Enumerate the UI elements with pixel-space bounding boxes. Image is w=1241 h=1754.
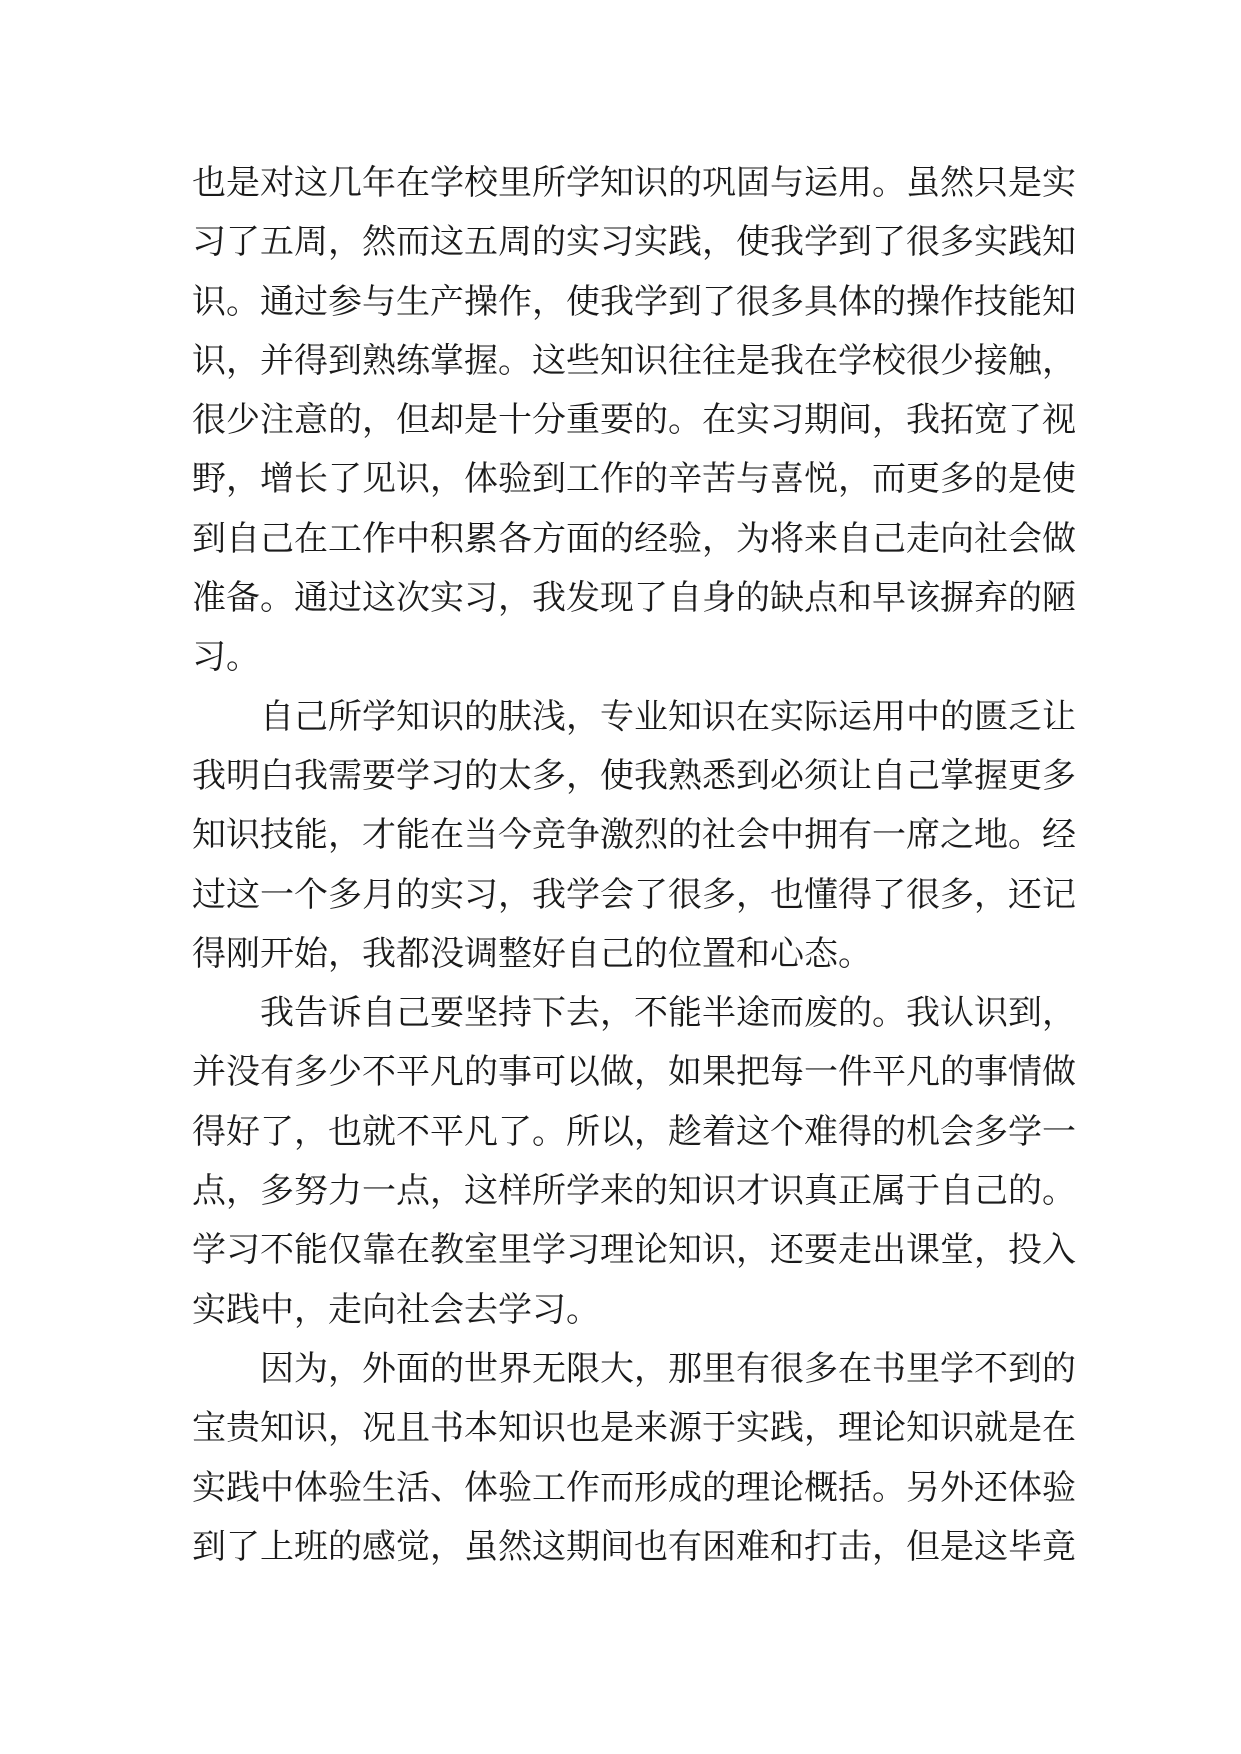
text-line: 学习不能仅靠在教室里学习理论知识，还要走出课堂，投入 [192,1230,1076,1271]
text-line: 知识技能，才能在当今竞争激烈的社会中拥有一席之地。经 [192,815,1076,856]
text-line: 并没有多少不平凡的事可以做，如果把每一件平凡的事情做 [192,1052,1076,1093]
text-line: 识，并得到熟练掌握。这些知识往往是我在学校很少接触， [192,340,1076,381]
text-line: 识。通过参与生产操作，使我学到了很多具体的操作技能知 [192,281,1076,322]
text-line: 野，增长了见识，体验到工作的辛苦与喜悦，而更多的是使 [192,459,1076,500]
text-line: 宝贵知识，况且书本知识也是来源于实践，理论知识就是在 [192,1408,1076,1449]
text-line: 自己所学知识的肤浅，专业知识在实际运用中的匮乏让 [260,696,1076,737]
text-line: 实践中体验生活、体验工作而形成的理论概括。另外还体验 [192,1467,1076,1508]
text-line: 我明白我需要学习的太多，使我熟悉到必须让自己掌握更多 [192,755,1076,796]
text-line: 习。 [192,637,260,678]
text-line: 得好了，也就不平凡了。所以，趁着这个难得的机会多学一 [192,1111,1076,1152]
text-line: 因为，外面的世界无限大，那里有很多在书里学不到的 [260,1348,1076,1389]
text-line: 很少注意的，但却是十分重要的。在实习期间，我拓宽了视 [192,400,1076,441]
text-line: 我告诉自己要坚持下去，不能半途而废的。我认识到， [260,993,1076,1034]
text-line: 过这一个多月的实习，我学会了很多，也懂得了很多，还记 [192,874,1076,915]
text-line: 到了上班的感觉，虽然这期间也有困难和打击，但是这毕竟 [192,1526,1076,1567]
text-line: 也是对这几年在学校里所学知识的巩固与运用。虽然只是实 [192,163,1076,203]
text-line: 得刚开始，我都没调整好自己的位置和心态。 [192,933,872,974]
body-text [192,163,1076,1587]
text-line: 到自己在工作中积累各方面的经验，为将来自己走向社会做 [192,518,1076,559]
text-line: 点，多努力一点，这样所学来的知识才识真正属于自己的。 [192,1171,1076,1212]
text-line: 习了五周，然而这五周的实习实践，使我学到了很多实践知 [192,222,1076,263]
text-line: 准备。通过这次实习，我发现了自身的缺点和早该摒弃的陋 [192,578,1076,619]
text-line: 实践中，走向社会去学习。 [192,1289,600,1330]
